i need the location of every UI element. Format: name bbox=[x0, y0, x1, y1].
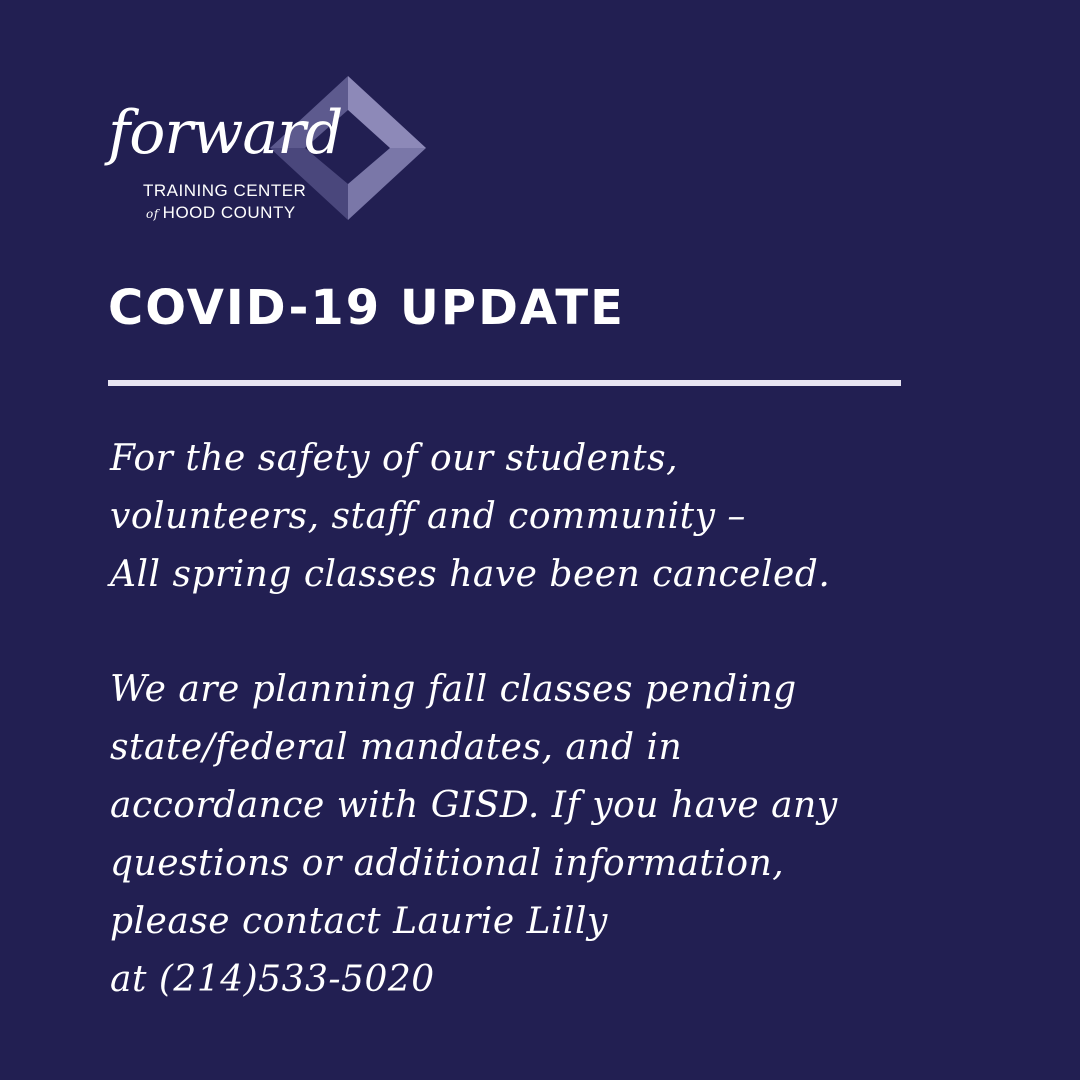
logo-county-text: HOOD COUNTY bbox=[162, 203, 296, 222]
page-title: COVID-19 UPDATE bbox=[108, 280, 625, 336]
announcement-paragraph-2 bbox=[110, 661, 838, 1009]
logo-subtitle-line2 bbox=[146, 203, 296, 224]
paragraph-line: please contact Laurie Lilly bbox=[110, 901, 608, 942]
forward-logo bbox=[100, 70, 440, 230]
paragraph-line: accordance with GISD. If you have any bbox=[110, 785, 838, 826]
logo-subtitle-line1: TRAINING CENTER bbox=[143, 181, 307, 200]
paragraph-line: All spring classes have been canceled. bbox=[110, 554, 831, 595]
contact-phone-line: at (214)533-5020 bbox=[110, 959, 435, 1000]
paragraph-line: For the safety of our students, bbox=[110, 438, 679, 479]
paragraph-line: questions or additional information, bbox=[110, 843, 785, 884]
logo-wordmark: forward bbox=[108, 98, 343, 168]
paragraph-line: state/federal mandates, and in bbox=[110, 727, 683, 768]
paragraph-line: We are planning fall classes pending bbox=[110, 669, 797, 710]
announcement-paragraph-1 bbox=[110, 430, 830, 604]
paragraph-line: volunteers, staff and community – bbox=[110, 496, 746, 537]
title-divider bbox=[108, 380, 901, 386]
logo-of-text: of bbox=[146, 207, 159, 221]
